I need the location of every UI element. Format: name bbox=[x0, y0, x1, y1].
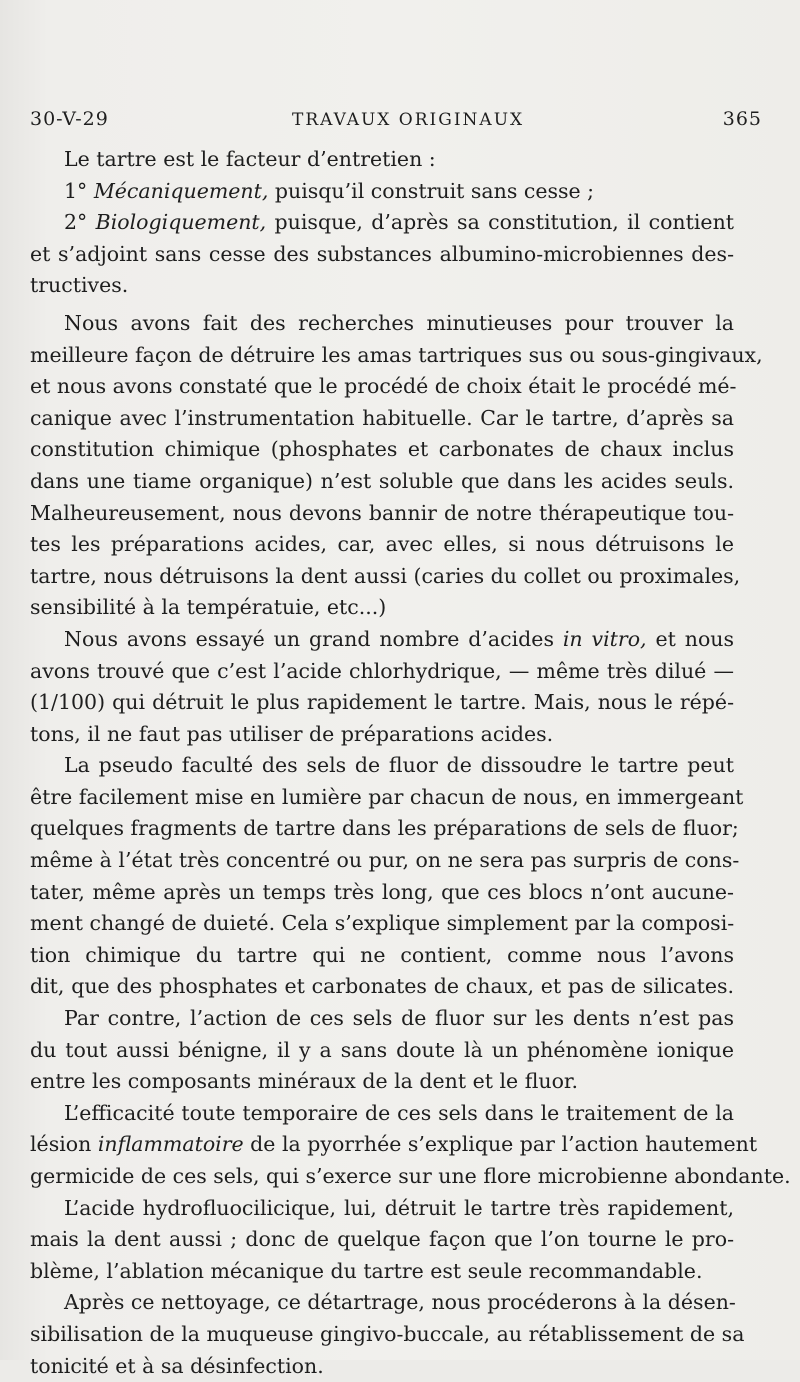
text-line: canique avec l’instrumentation habituelle. Car le tartre, d’après sa bbox=[30, 405, 734, 430]
text-line: Le tartre est le facteur d’entretien : bbox=[64, 147, 436, 171]
text-line: dit, que des phosphates et carbonates de chaux, et pas de silicates. bbox=[30, 974, 734, 999]
header-date: 30-V-29 bbox=[30, 108, 109, 130]
text-line: et s’adjoint sans cesse des substances albumino-microbiennes des- bbox=[30, 241, 734, 266]
text-line: sensibilité à la températuie, etc...) bbox=[30, 595, 387, 620]
text-line: La pseudo faculté des sels de fluor de dissoudre le tartre peut bbox=[64, 753, 734, 778]
text-line: Après ce nettoyage, ce détartrage, nous procéderons à la désen- bbox=[64, 1290, 736, 1315]
text-line: quelques fragments de tartre dans les préparations de sels de fluor; bbox=[30, 816, 739, 841]
text-line: tion chimique du tartre qui ne contient, comme nous l’avons bbox=[30, 942, 734, 967]
text-line: germicide de ces sels, qui s’exerce sur une flore microbienne abondante. bbox=[30, 1164, 791, 1188]
text-line: L’efficacité toute temporaire de ces sels dans le traitement de la bbox=[64, 1100, 734, 1125]
page-number: 365 bbox=[722, 108, 762, 130]
text-line: dans une tiame organique) n’est soluble que dans les acides seuls. bbox=[30, 468, 734, 493]
text-line: entre les composants minéraux de la dent et le fluor. bbox=[30, 1069, 578, 1094]
text-line: tes les préparations acides, car, avec elles, si nous détruisons le bbox=[30, 532, 734, 557]
text-line: être facilement mise en lumière par chacun de nous, en immergeant bbox=[30, 784, 744, 809]
text-line: 2° Biologiquement, puisque, d’après sa constitution, il contient bbox=[64, 210, 735, 235]
text-line: 1° Mécaniquement, puisqu’il construit sans cesse ; bbox=[64, 178, 595, 203]
text-line: du tout aussi bénigne, il y a sans doute là un phénomène ionique bbox=[30, 1037, 734, 1062]
running-title: TRAVAUX ORIGINAUX bbox=[292, 110, 525, 130]
text-line: et nous avons constaté que le procédé de choix était le procédé mé- bbox=[30, 374, 737, 399]
text-line: Malheureusement, nous devons bannir de notre thérapeutique tou- bbox=[30, 500, 734, 525]
text-line: tructives. bbox=[30, 273, 129, 298]
text-line: mais la dent aussi ; donc de quelque façon que l’on tourne le pro- bbox=[30, 1227, 734, 1252]
text-line: Nous avons essayé un grand nombre d’acides in vitro, et nous bbox=[64, 626, 735, 651]
text-line: Par contre, l’action de ces sels de fluor sur les dents n’est pas bbox=[64, 1006, 734, 1031]
page-header bbox=[30, 108, 762, 138]
text-line: lésion inflammatoire de la pyorrhée s’explique par l’action hautement bbox=[30, 1132, 758, 1157]
text-line: constitution chimique (phosphates et carbonates de chaux inclus bbox=[30, 437, 734, 462]
text-line: tons, il ne faut pas utiliser de préparations acides. bbox=[30, 721, 554, 746]
text-line: ment changé de duieté. Cela s’explique simplement par la composi- bbox=[30, 911, 735, 936]
text-line: blème, l’ablation mécanique du tartre est seule recommandable. bbox=[30, 1258, 703, 1283]
text-line: tonicité et à sa désinfection. bbox=[30, 1353, 324, 1378]
text-line: Nous avons fait des recherches minutieuses pour trouver la bbox=[64, 310, 734, 335]
text-line: tartre, nous détruisons la dent aussi (caries du collet ou proximales, bbox=[30, 563, 741, 588]
text-line: avons trouvé que c’est l’acide chlorhydrique, — même très dilué — bbox=[30, 658, 734, 683]
body-text bbox=[30, 144, 791, 1382]
text-line: sibilisation de la muqueuse gingivo-buccale, au rétablissement de sa bbox=[30, 1321, 745, 1346]
text-line: même à l’état très concentré ou pur, on ne sera pas surpris de cons- bbox=[30, 848, 740, 873]
text-line: tater, même après un temps très long, que ces blocs n’ont aucune- bbox=[30, 879, 734, 904]
text-line: (1/100) qui détruit le plus rapidement le tartre. Mais, nous le répé- bbox=[30, 690, 734, 715]
text-line: meilleure façon de détruire les amas tartriques sus ou sous-gingivaux, bbox=[30, 342, 763, 367]
text-line: L’acide hydrofluocilicique, lui, détruit le tartre très rapidement, bbox=[64, 1195, 734, 1220]
